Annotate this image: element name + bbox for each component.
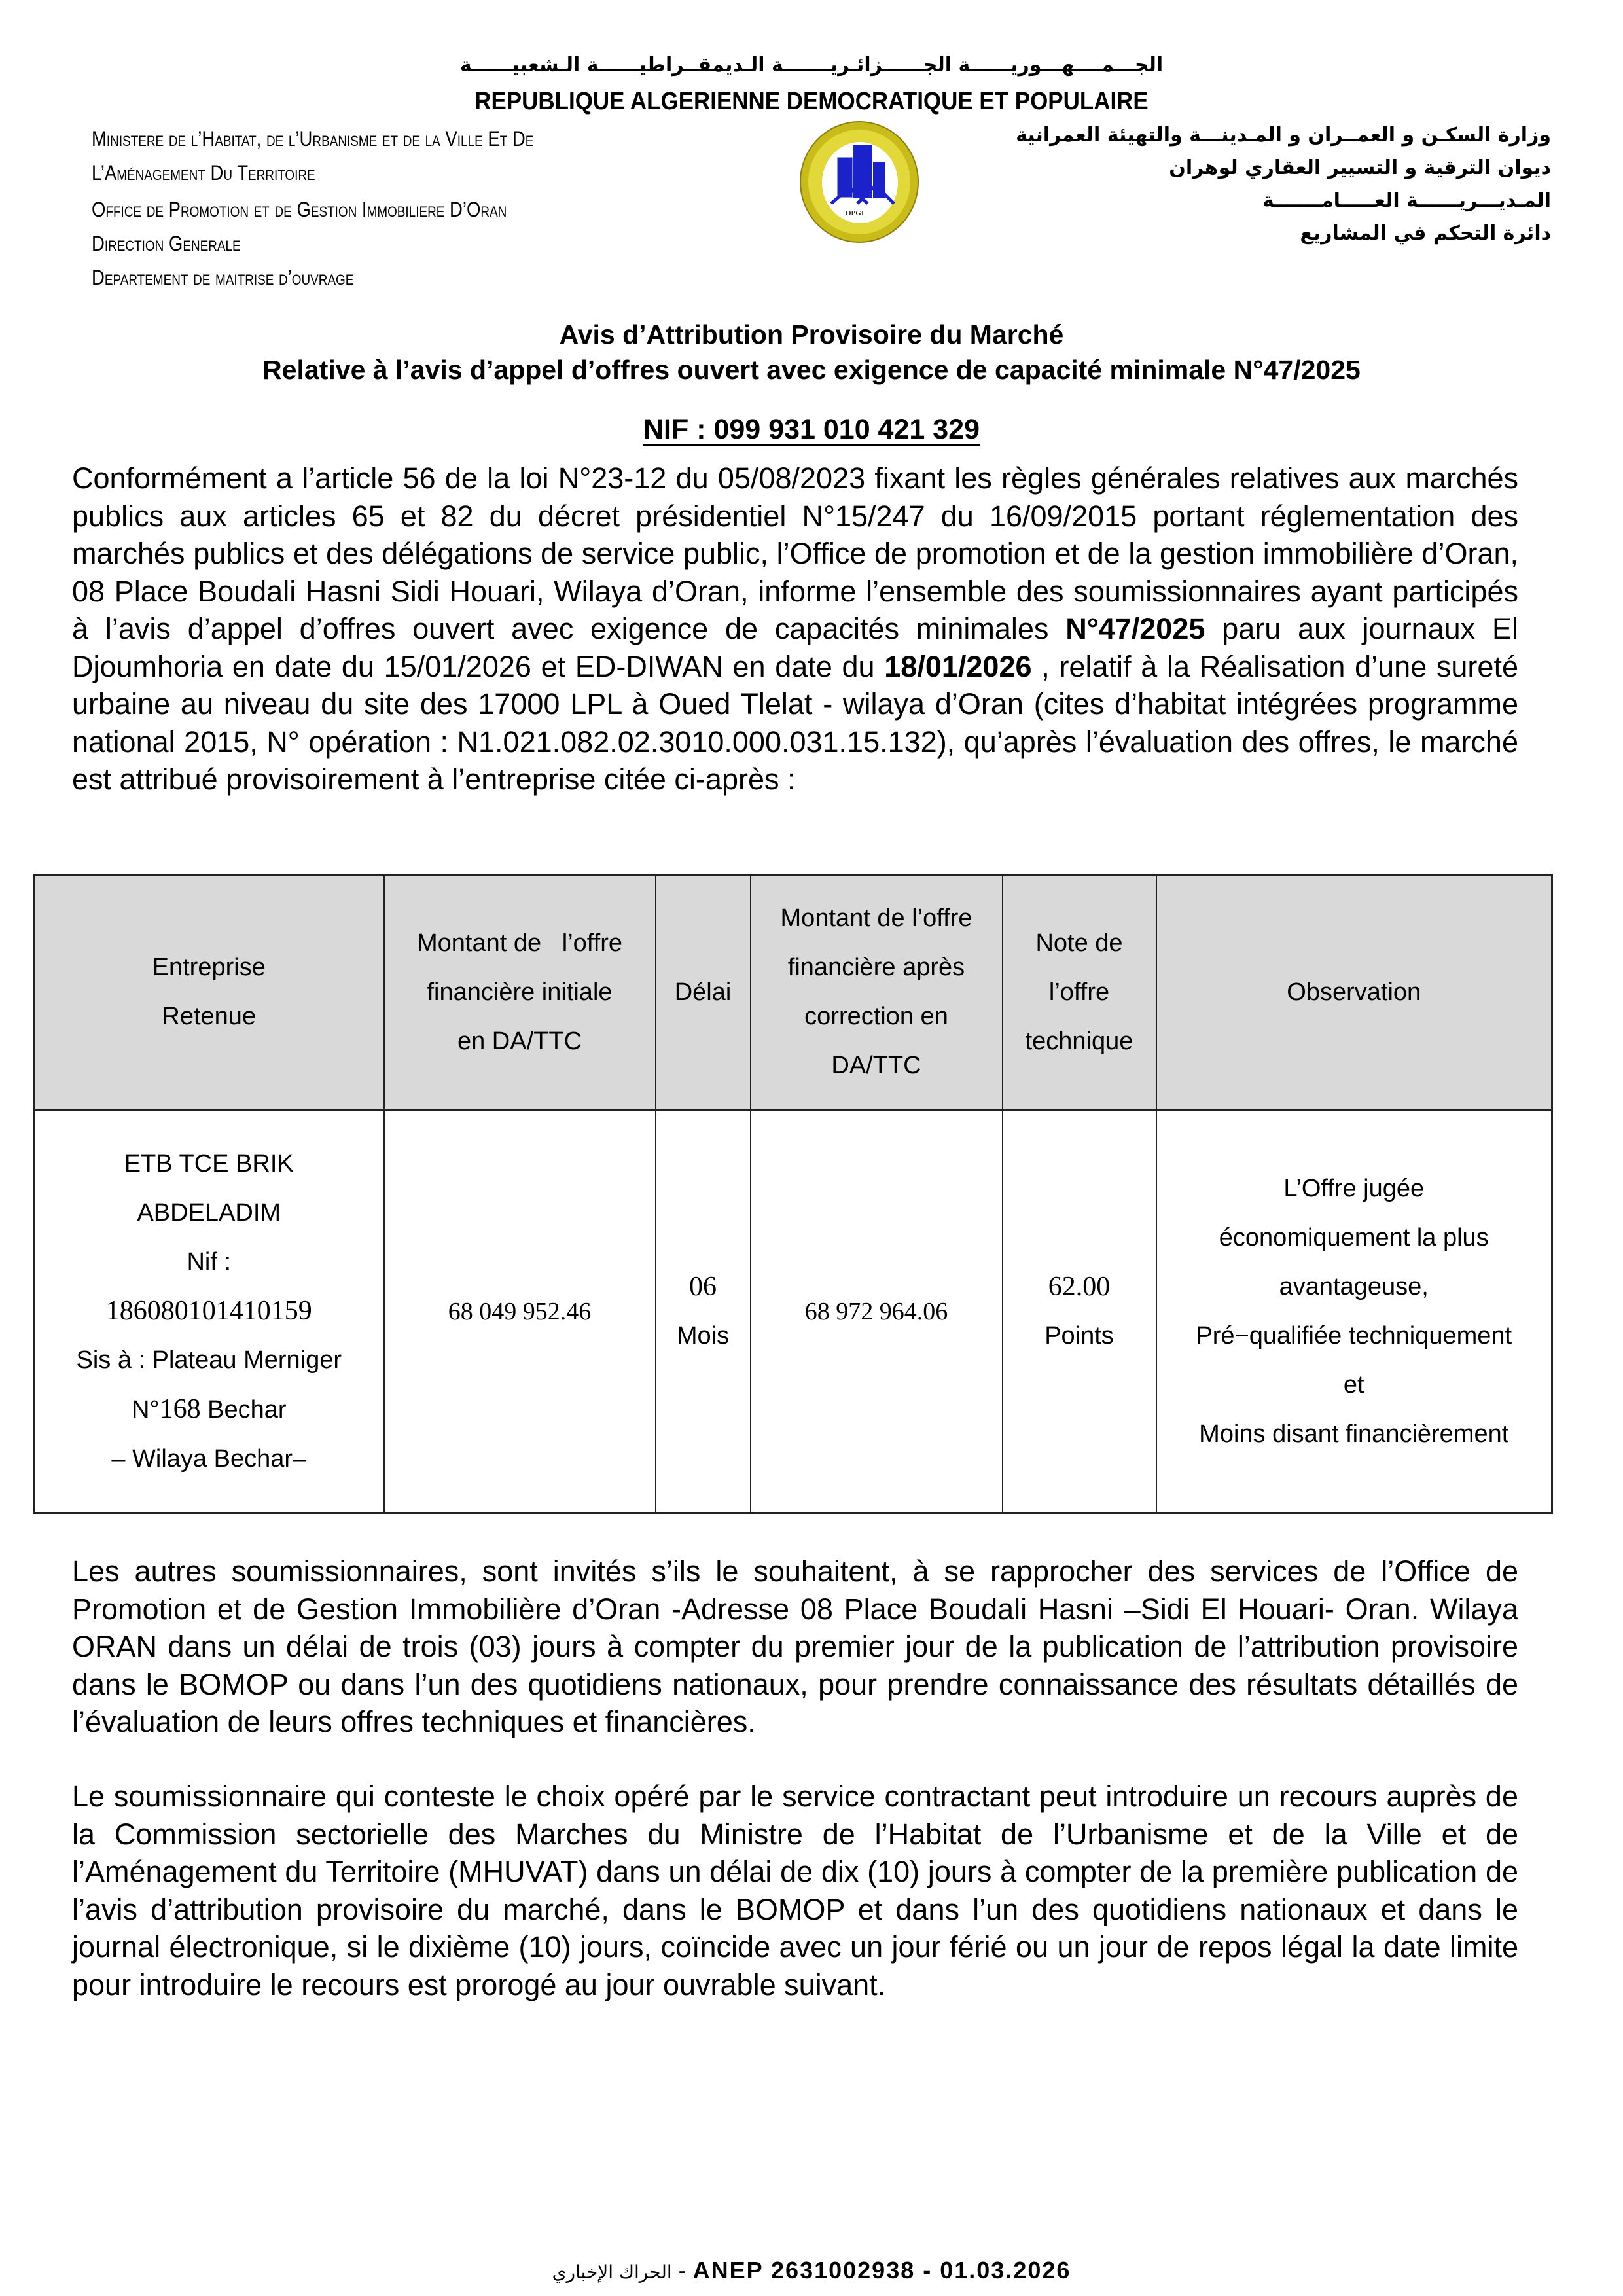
cell-note-technique: 62.00 Points [1003, 1110, 1156, 1513]
cell-montant-corrige: 68 972 964.06 [751, 1110, 1003, 1513]
issuer-french-block [92, 122, 654, 295]
department-line: Departement de maitrise d’ouvrage [92, 266, 354, 289]
cell-delai: 06 Mois [656, 1110, 751, 1513]
col-header-note-technique: Note de l’offre technique [1003, 875, 1156, 1111]
nif-value: NIF : 099 931 010 421 329 [643, 414, 980, 445]
logo-label: OPGI [846, 209, 865, 217]
cell-montant-initial: 68 049 952.46 [384, 1110, 656, 1513]
appeal-paragraph: Le soumissionnaire qui conteste le choix opéré par le service contractant peut introduire un recours auprès de la Commission sectorielle des Marches du Ministre de l’Habitat de l’Urbanisme et de la Ville et de l’Aménagement du Territoire (MHUVAT) dans un délai de dix (10) jours à compter de la première publication de l’avis d’attribution provisoire du marché, dans le BOMOP et dans l’un des quotidiens nationaux et dans le journal électronique, si le dixième (10) jours, coïncide avec un jour férié ou un jour de repos légal la date limite pour introduire le recours est prorogé au jour ouvrable suivant. [72, 1780, 1518, 2001]
footer-separator: - [671, 2257, 693, 2284]
col-header-observation: Observation [1156, 875, 1552, 1111]
cell-entreprise: ETB TCE BRIK ABDELADIM Nif : 186080101410159 Sis à : Plateau Merniger N°168 Bechar – Wilaya Bechar– [34, 1110, 384, 1513]
table-header-row [34, 875, 1552, 1111]
arabic-republic-title: الجـــمــــهـــوريــــــة الجــــــزائـريـــــــة الـديمقــراطيــــــة الـشعبيــــــة [459, 54, 1164, 77]
anep-reference: ANEP 2631002938 - 01.03.2026 [692, 2257, 1071, 2284]
nif-heading [0, 414, 1623, 446]
intro-paragraph [72, 459, 1518, 798]
tender-number: N°47/2025 [1065, 612, 1205, 645]
french-republic-title: REPUBLIQUE ALGERIENNE DEMOCRATIQUE ET POPULAIRE [474, 88, 1149, 115]
intro-text-1: Conformément a l’article 56 de la loi N°23-12 du 05/08/2023 fixant les règles générales relatives aux marchés publics aux articles 65 et 82 du décret présidentiel N°15/247 du 16/09/2015 portant réglementation des marchés publics et des délégations de service public, l’Office de promotion et de la gestion immobilière d’Oran, 08 Place Boudali Hasni Sidi Houari, Wilaya d’Oran, informe l’ensemble des soumissionnaires ayant participés à l’avis d’appel d’offres ouvert avec exigence de capacités minimales [72, 461, 1518, 645]
publication-footer [0, 2257, 1623, 2284]
publication-date: 18/01/2026 [884, 649, 1032, 683]
table-row [34, 1110, 1552, 1513]
office-line: Office de Promotion et de Gestion Immobiliere D’Oran [92, 198, 507, 221]
arabic-office-line: ديوان الترقية و التسيير العقاري لوهران [1169, 156, 1551, 179]
cell-observation: L’Offre jugée économiquement la plus avantageuse, Pré−qualifiée techniquement et Moins disant financièrement [1156, 1110, 1552, 1513]
notice-title: Avis d’Attribution Provisoire du Marché [559, 319, 1064, 350]
other-bidders-paragraph: Les autres soumissionnaires, sont invités s’ils le souhaitent, à se rapprocher des services de l’Office de Promotion et de Gestion Immobilière d’Oran -Adresse 08 Place Boudali Hasni –Sidi El Houari- Oran. Wilaya ORAN dans un délai de trois (03) jours à compter du premier jour de la publication de l’attribution provisoire dans le BOMOP ou dans l’un des quotidiens nationaux, pour prendre connaissance des résultats détaillés de l’évaluation de leurs offres techniques et financières. [72, 1554, 1518, 1738]
col-header-delai: Délai [656, 875, 751, 1111]
direction-line: Direction Generale [92, 232, 241, 255]
issuer-arabic-block [798, 119, 1551, 250]
col-header-montant-corrige: Montant de l’offre financière après correction en DA/TTC [751, 875, 1003, 1111]
intro-text-2: paru aux journaux El Djoumhoria en date du 15/01/2026 et ED-DIWAN en date du [72, 612, 1518, 683]
arabic-ministry-line: وزارة السكـن و العمــران و المـدينـــة والتهيئة العمرانية [1016, 124, 1551, 147]
arabic-department-line: دائرة التحكم في المشاريع [1300, 222, 1551, 245]
award-table [33, 874, 1553, 1514]
arabic-direction-line: المـديـــريــــــة العـــــامـــــــة [1262, 189, 1551, 212]
ministry-line-2: L’Aménagement Du Territoire [92, 161, 315, 185]
col-header-montant-initial: Montant de l’offre financière initiale en DA/TTC [384, 875, 656, 1111]
col-header-entreprise: Entreprise Retenue [34, 875, 384, 1111]
notice-subtitle: Relative à l’avis d’appel d’offres ouvert avec exigence de capacité minimale N°47/2025 [262, 355, 1361, 385]
intro-text-3: , relatif à la Réalisation d’une sureté urbaine au niveau du site des 17000 LPL à Oued Tlelat - wilaya d’Oran (cites d’habitat intégrées programme national 2015, N° opération : N1.021.082.02.3010.000.031.15.132), qu’après l’évaluation des offres, le marché est attribué provisoirement à l’entreprise citée ci-après : [72, 649, 1518, 796]
newspaper-name: الحراك الإخباري [552, 2261, 672, 2283]
ministry-line-1: Ministere de l’Habitat, de l’Urbanisme et de la Ville Et De [92, 127, 534, 151]
